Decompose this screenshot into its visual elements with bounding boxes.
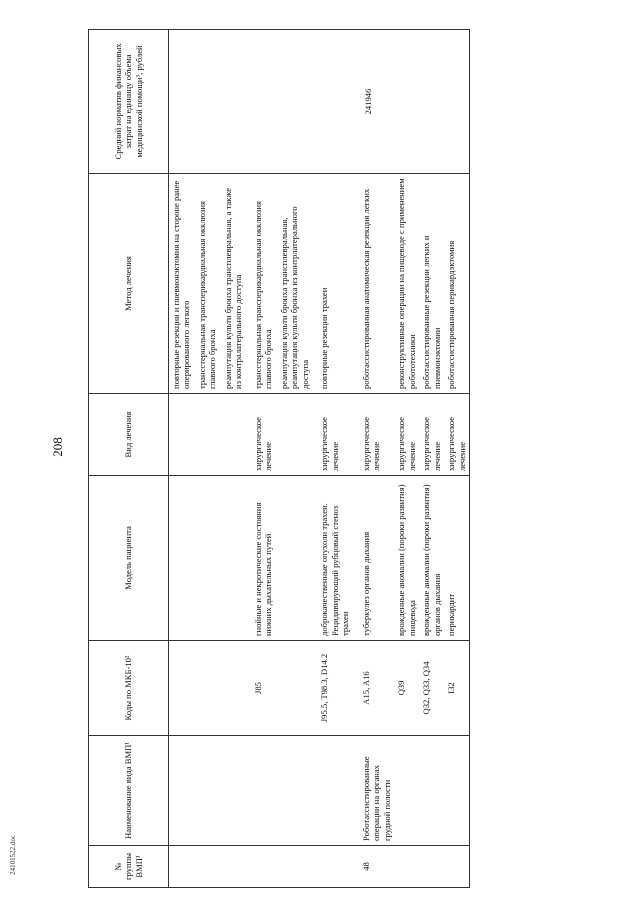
type-cell: хирургическое лечение [359,394,394,476]
method-line: реампутация культи бронха трансплевральная, реампутация культи бронха из контрлатерального доступа [278,206,310,389]
model-cell: перикардит [444,476,469,641]
method-cell: повторные резекции трахеи [317,174,352,394]
model-cell: врожденные аномалии (пороки развития) органов дыхания [419,476,444,641]
header-type: Вид лечения [89,394,169,476]
header-row [89,30,169,888]
rotated-table-area [88,30,640,888]
table-row [169,30,251,888]
header-norm: Средний норматив финансовых затрат на единицу объема медицинской помощи³, рублей [89,30,169,174]
table-row [419,30,444,888]
method-cell: роботассистированная перикардэктомия [444,174,469,394]
type-cell: хирургическое лечение [419,394,444,476]
method-line: реампутация культи бронха трансплевральная, а также из контралатерального доступа [222,187,244,389]
codes-cell: Q32, Q33, Q34 [419,641,444,736]
norm-cell: 241946 [359,30,394,174]
name-cell: Роботассистированные операции на органах грудной полости [359,736,394,846]
vmp-table [88,29,470,888]
method-cell: роботассистированная анатомическая резекция легких [359,174,394,394]
header-model: Модель пациента [89,476,169,641]
header-method: Метод лечения [89,174,169,394]
table-row [359,30,394,888]
table-row [444,30,469,888]
method-cell [251,174,317,394]
table-wrapper [88,30,640,888]
header-group: № группы ВМП¹ [89,846,169,888]
method-cell: реконструктивные операции на пищеводе с применением робототехники [394,174,419,394]
method-line: трансстернальная трансперикардиальная окклюзия главного бронха [252,201,274,389]
model-cell: доброкачественные опухоли трахеи. Рецидивирующий рубцовый стеноз трахеи [317,476,352,641]
table-row [251,30,317,888]
method-line: повторные резекции и пневмонэктомия на стороне ранее оперированного легкого [171,180,192,389]
codes-cell: J85 [251,641,317,736]
header-codes: Коды по МКБ-10² [89,641,169,736]
document-footer: 24101522.doc [9,835,17,875]
model-cell: врожденные аномалии (пороки развития) пищевода [394,476,419,641]
codes-cell: Q39 [394,641,419,736]
codes-cell: J95.5, T98.3, D14.2 [317,641,352,736]
table-row [317,30,352,888]
page-number: 208 [50,437,65,457]
type-cell: хирургическое лечение [317,394,352,476]
type-cell: хирургическое лечение [251,394,317,476]
method-cell: роботассистированные резекции легких и пневмонэктомии [419,174,444,394]
codes-cell: A15, A16 [359,641,394,736]
type-cell: хирургическое лечение [444,394,469,476]
table-row [394,30,419,888]
method-line: трансстернальная трансперикардиальная окклюзия главного бронха [196,201,218,389]
model-cell: туберкулез органов дыхания [359,476,394,641]
group-number-cell: 48 [359,846,394,888]
type-cell: хирургическое лечение [394,394,419,476]
header-name: Наименование вида ВМП¹ [89,736,169,846]
codes-cell: I32 [444,641,469,736]
model-cell: гнойные и некротические состояния нижних дыхательных путей [251,476,317,641]
method-cell [169,174,251,394]
